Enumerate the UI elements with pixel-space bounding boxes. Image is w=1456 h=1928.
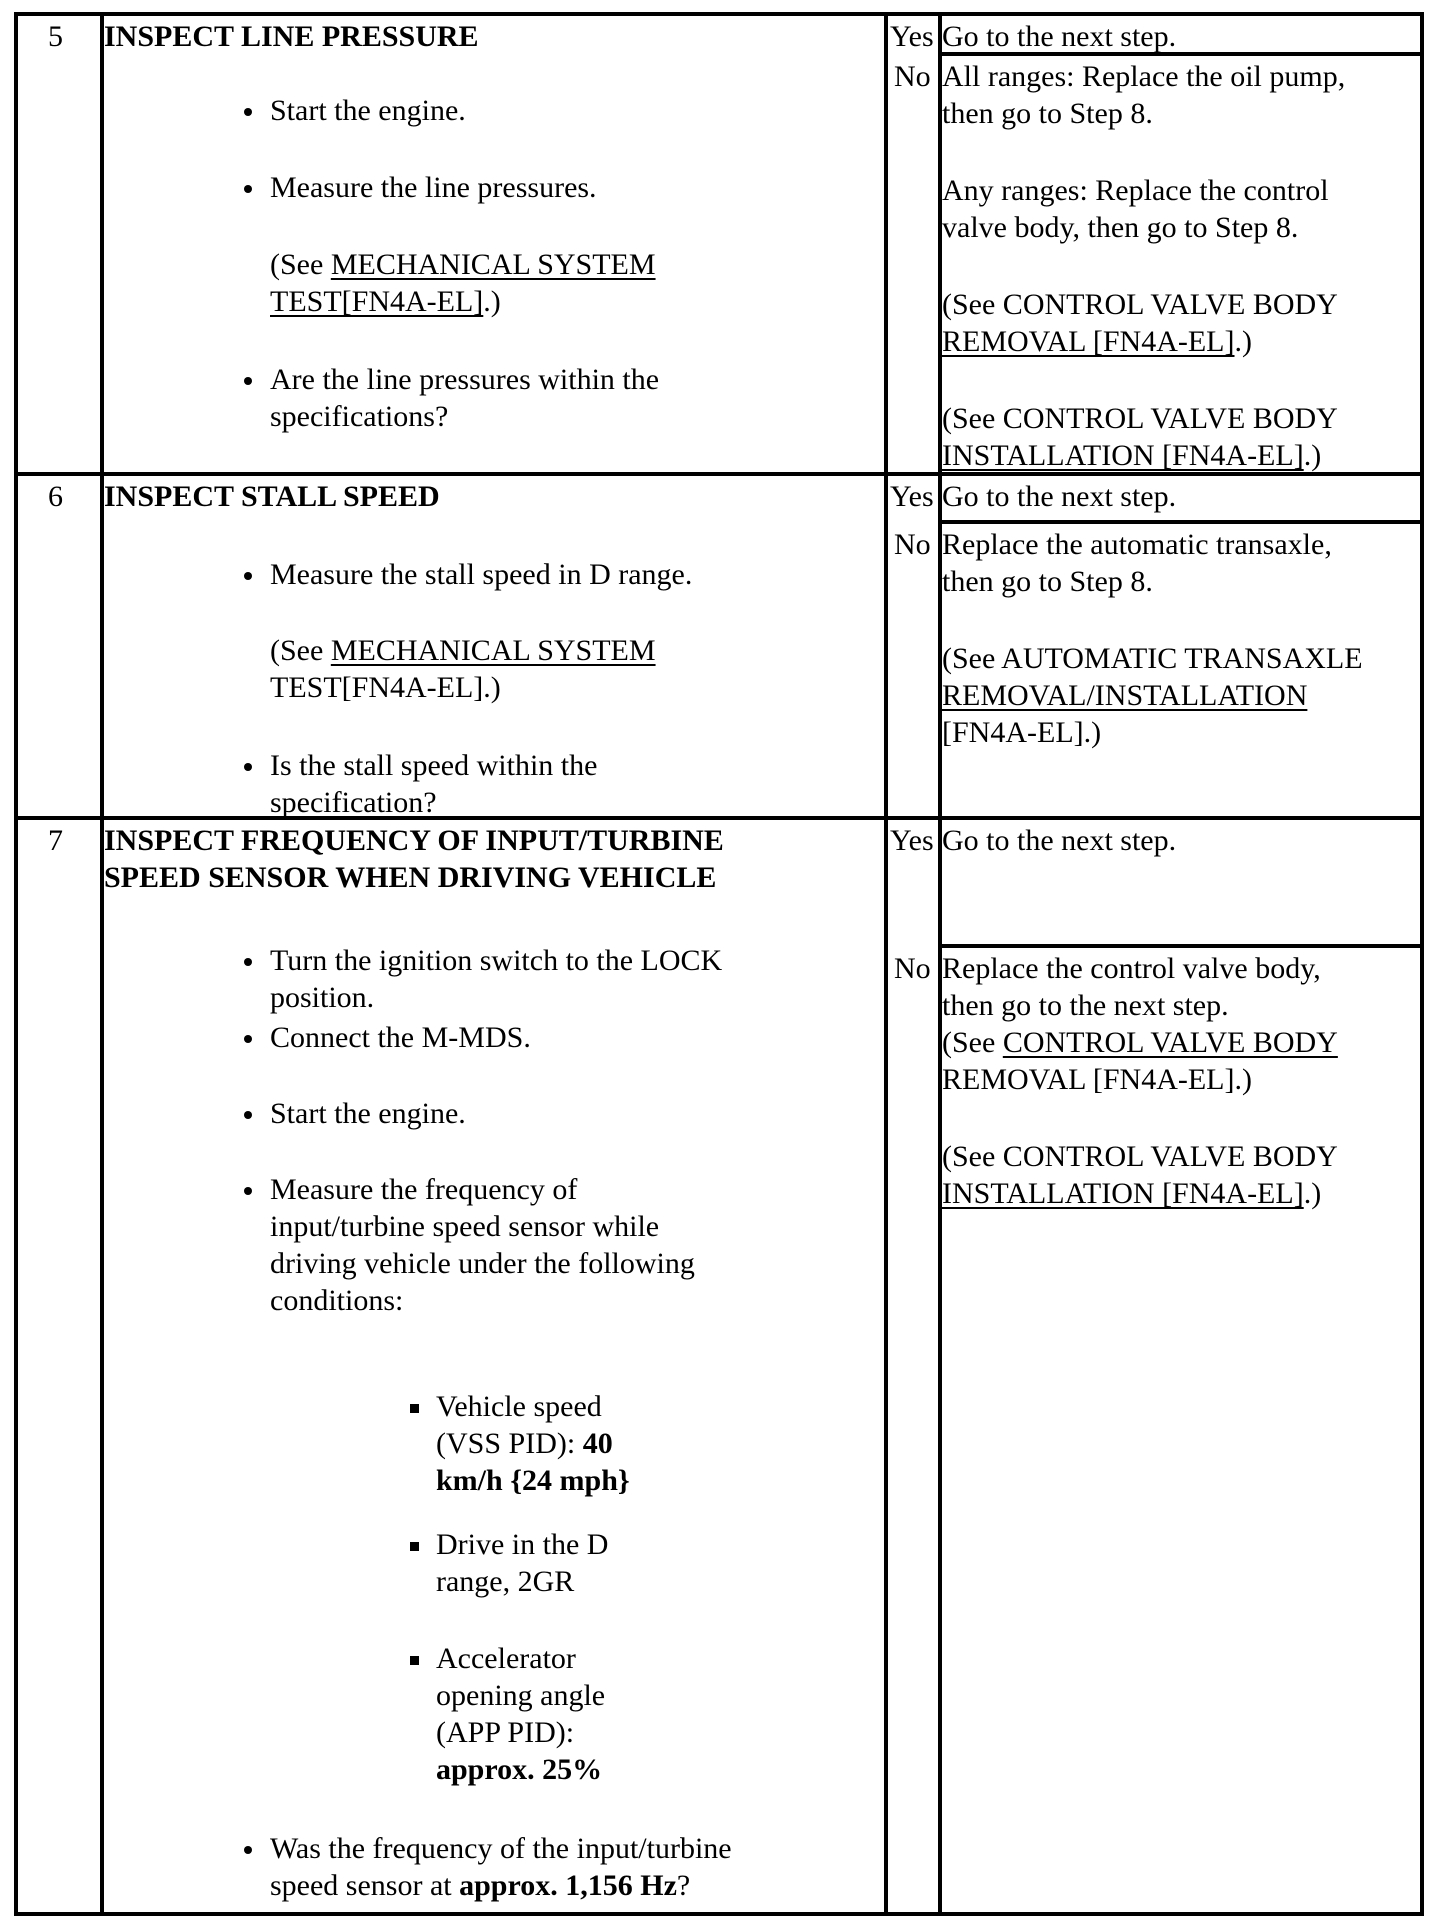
bullet-icon bbox=[244, 572, 252, 580]
instruction: Turn the ignition switch to the LOCK bbox=[270, 944, 723, 977]
instruction: Start the engine. bbox=[270, 1097, 466, 1130]
condition: (APP PID): bbox=[436, 1716, 575, 1749]
instruction: input/turbine speed sensor while bbox=[270, 1210, 660, 1243]
yes-label: Yes bbox=[890, 824, 934, 857]
bullet-icon bbox=[244, 1035, 252, 1043]
no-action: All ranges: Replace the oil pump, then go to Step 8. Any ranges: Replace the control valve body, then go to Step 8. (See CONTROL VALVE BODY REMOVAL [FN4A-EL].) (See CONTROL VALVE BODY INSTALLATION [FN4A-EL].) bbox=[938, 56, 1420, 476]
bullet-icon bbox=[244, 377, 252, 385]
no-action: Replace the automatic transaxle, then go to Step 8. (See AUTOMATIC TRANSAXLE REMOVAL/INSTALLATION [FN4A-EL].) bbox=[938, 524, 1420, 820]
question: specification? bbox=[270, 786, 437, 819]
diagnostic-table bbox=[14, 12, 1424, 1916]
control-valve-removal-link[interactable]: REMOVAL [FN4A-EL] bbox=[942, 325, 1235, 358]
question: specifications? bbox=[270, 400, 449, 433]
control-valve-installation-link[interactable]: INSTALLATION [FN4A-EL] bbox=[942, 439, 1304, 472]
control-valve-body-link[interactable]: CONTROL VALVE BODY bbox=[1002, 1026, 1338, 1059]
step-title: SPEED SENSOR WHEN DRIVING VEHICLE bbox=[104, 861, 717, 894]
step-content-cell bbox=[100, 816, 884, 1916]
instruction: conditions: bbox=[270, 1284, 404, 1317]
instruction: Measure the frequency of bbox=[270, 1173, 578, 1206]
condition: approx. 25% bbox=[436, 1753, 603, 1786]
instruction: Measure the line pressures. bbox=[270, 171, 597, 204]
question: Was the frequency of the input/turbine bbox=[270, 1832, 732, 1865]
yes-label: Yes bbox=[890, 480, 934, 513]
step-number-cell bbox=[14, 472, 100, 816]
step-number: 7 bbox=[48, 824, 63, 857]
mechanical-system-test-link[interactable]: MECHANICAL SYSTEM bbox=[330, 248, 656, 281]
mechanical-system-test-link[interactable]: TEST[FN4A-EL] bbox=[270, 285, 484, 318]
no-label: No bbox=[894, 528, 931, 561]
yes-action: Go to the next step. bbox=[938, 820, 1420, 948]
condition: Vehicle speed bbox=[436, 1390, 602, 1423]
instruction: Start the engine. bbox=[270, 94, 466, 127]
step-content-cell bbox=[100, 12, 884, 472]
bullet-icon bbox=[244, 1846, 252, 1854]
step-number: 6 bbox=[48, 480, 63, 513]
no-label: No bbox=[894, 60, 931, 93]
question: speed sensor at approx. 1,156 Hz? bbox=[270, 1869, 691, 1902]
automatic-transaxle-link[interactable]: REMOVAL/INSTALLATION bbox=[942, 679, 1308, 712]
bullet-icon bbox=[244, 958, 252, 966]
step-content-cell bbox=[100, 472, 884, 819]
step-title: INSPECT FREQUENCY OF INPUT/TURBINE bbox=[104, 824, 724, 857]
question: Is the stall speed within the bbox=[270, 749, 598, 782]
yes-action: Go to the next step. bbox=[938, 476, 1420, 524]
no-label: No bbox=[894, 952, 931, 985]
step-number: 5 bbox=[48, 20, 63, 53]
bullet-icon bbox=[244, 185, 252, 193]
yes-label: Yes bbox=[890, 20, 934, 53]
bullet-icon bbox=[244, 1187, 252, 1195]
reference: TEST[FN4A-EL].) bbox=[270, 671, 501, 704]
square-bullet-icon bbox=[410, 1656, 419, 1665]
bullet-icon bbox=[244, 108, 252, 116]
square-bullet-icon bbox=[410, 1404, 419, 1413]
condition: (VSS PID): 40 bbox=[436, 1427, 613, 1460]
instruction: Measure the stall speed in D range. bbox=[270, 558, 693, 591]
condition: opening angle bbox=[436, 1679, 606, 1712]
no-action: Replace the control valve body, then go to the next step. (See CONTROL VALVE BODY REMOVAL [FN4A-EL].) (See CONTROL VALVE BODY INSTALLATION [FN4A-EL].) bbox=[938, 948, 1420, 1916]
mechanical-system-test-link[interactable]: MECHANICAL SYSTEM bbox=[330, 634, 656, 667]
control-valve-installation-link[interactable]: INSTALLATION [FN4A-EL] bbox=[942, 1177, 1304, 1210]
instruction: driving vehicle under the following bbox=[270, 1247, 695, 1280]
yes-action: Go to the next step. bbox=[938, 16, 1420, 56]
reference: (See MECHANICAL SYSTEM bbox=[270, 248, 656, 281]
square-bullet-icon bbox=[410, 1542, 419, 1551]
instruction: Connect the M-MDS. bbox=[270, 1021, 531, 1054]
step-title: INSPECT STALL SPEED bbox=[104, 480, 440, 513]
step-number-cell bbox=[14, 816, 100, 1916]
step-number-cell bbox=[14, 12, 100, 472]
condition: Accelerator bbox=[436, 1642, 576, 1675]
instruction: position. bbox=[270, 981, 375, 1014]
result-cell bbox=[884, 12, 1424, 472]
condition: range, 2GR bbox=[436, 1565, 575, 1598]
reference: TEST[FN4A-EL].) bbox=[270, 285, 501, 318]
step-title: INSPECT LINE PRESSURE bbox=[104, 20, 479, 53]
condition: Drive in the D bbox=[436, 1528, 609, 1561]
result-cell bbox=[884, 816, 1424, 1916]
condition: km/h {24 mph} bbox=[436, 1464, 630, 1497]
reference: (See MECHANICAL SYSTEM bbox=[270, 634, 656, 667]
result-cell bbox=[884, 472, 1424, 816]
bullet-icon bbox=[244, 1111, 252, 1119]
bullet-icon bbox=[244, 763, 252, 771]
question: Are the line pressures within the bbox=[270, 363, 660, 396]
